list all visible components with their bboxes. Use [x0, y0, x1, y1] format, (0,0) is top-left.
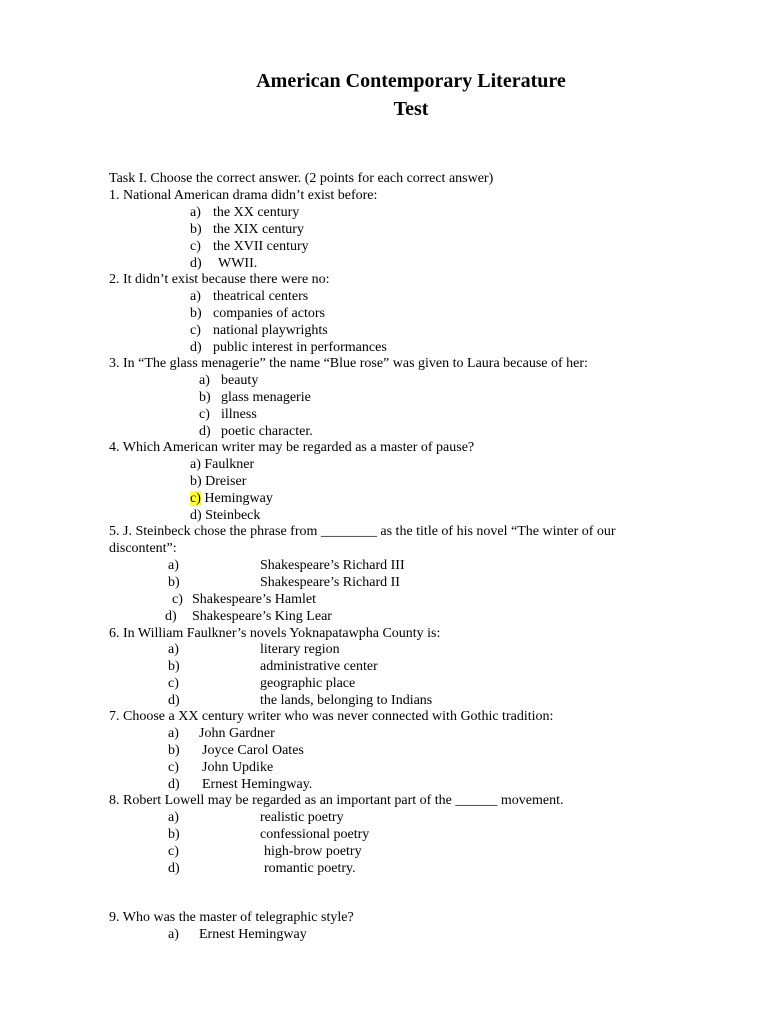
q5-option-d-text: Shakespeare’s King Lear [192, 609, 332, 624]
q6-option-c-text: geographic place [260, 676, 356, 691]
q4-option-c-text: Hemingway [204, 491, 273, 506]
question-5-continued: discontent”: [109, 541, 177, 556]
q6-option-b-letter: b) [168, 659, 180, 674]
question-4: 4. Which American writer may be regarded as a master of pause? [109, 440, 475, 455]
q9-option-a-text: Ernest Hemingway [199, 927, 307, 942]
q4-option-d: d) Steinbeck [190, 508, 261, 523]
q4-option-c-letter-highlighted: c) [190, 491, 201, 506]
q2-option-c-text: national playwrights [213, 323, 328, 338]
q1-option-b-text: the XIX century [213, 222, 304, 237]
doc-subtitle: Test [393, 98, 429, 120]
q7-option-d-text: Ernest Hemingway. [202, 777, 313, 792]
q5-option-a-text: Shakespeare’s Richard III [260, 558, 405, 573]
q3-option-c-text: illness [221, 407, 257, 422]
q6-option-a-text: literary region [260, 642, 340, 657]
question-7: 7. Choose a XX century writer who was never connected with Gothic tradition: [109, 709, 554, 724]
q5-option-c-text: Shakespeare’s Hamlet [192, 592, 317, 607]
question-6: 6. In William Faulkner’s novels Yoknapatawpha County is: [109, 626, 441, 641]
q1-option-a-letter: a) [190, 205, 201, 220]
q4-option-b: b) Dreiser [190, 474, 247, 489]
q3-option-a-text: beauty [221, 373, 259, 388]
q8-option-b-letter: b) [168, 827, 180, 842]
question-5: 5. J. Steinbeck chose the phrase from ________ as the title of his novel “The winter of our [109, 524, 616, 539]
q5-option-a-letter: a) [168, 558, 179, 573]
q8-option-d-letter: d) [168, 861, 180, 876]
q6-option-c-letter: c) [168, 676, 179, 691]
q6-option-a-letter: a) [168, 642, 179, 657]
q2-option-a-text: theatrical centers [213, 289, 309, 304]
q3-option-b-letter: b) [199, 390, 211, 405]
q8-option-a-letter: a) [168, 810, 179, 825]
q5-option-b-text: Shakespeare’s Richard II [260, 575, 400, 590]
question-9: 9. Who was the master of telegraphic style? [109, 910, 354, 925]
q6-option-b-text: administrative center [260, 659, 378, 674]
q7-option-a-letter: a) [168, 726, 179, 741]
doc-title: American Contemporary Literature [256, 70, 566, 92]
q7-option-c-letter: c) [168, 760, 179, 775]
q2-option-d-text: public interest in performances [213, 340, 387, 355]
question-8: 8. Robert Lowell may be regarded as an important part of the ______ movement. [109, 793, 564, 808]
q4-option-c [190, 490, 273, 507]
q1-option-d-letter: d) [190, 256, 202, 271]
q5-option-d-letter: d) [165, 609, 177, 624]
question-1: 1. National American drama didn’t exist before: [109, 188, 378, 203]
q3-option-b-text: glass menagerie [221, 390, 311, 405]
q1-option-d-text: WWII. [218, 256, 258, 271]
q2-option-b-text: companies of actors [213, 306, 325, 321]
q8-option-c-text: high-brow poetry [264, 844, 362, 859]
q8-option-c-letter: c) [168, 844, 179, 859]
question-3: 3. In “The glass menagerie” the name “Blue rose” was given to Laura because of her: [109, 356, 588, 371]
task-instruction: Task I. Choose the correct answer. (2 points for each correct answer) [109, 171, 494, 186]
q5-option-c-letter: c) [172, 592, 183, 607]
q2-option-d-letter: d) [190, 340, 202, 355]
q8-option-d-text: romantic poetry. [264, 861, 356, 876]
q1-option-b-letter: b) [190, 222, 202, 237]
q1-option-c-text: the XVII century [213, 239, 309, 254]
q3-option-c-letter: c) [199, 407, 210, 422]
q8-option-a-text: realistic poetry [260, 810, 344, 825]
q1-option-a-text: the XX century [213, 205, 300, 220]
q2-option-a-letter: a) [190, 289, 201, 304]
q9-option-a-letter: a) [168, 927, 179, 942]
q3-option-a-letter: a) [199, 373, 210, 388]
q3-option-d-letter: d) [199, 424, 211, 439]
question-2: 2. It didn’t exist because there were no: [109, 272, 330, 287]
q5-option-b-letter: b) [168, 575, 180, 590]
q6-option-d-letter: d) [168, 693, 180, 708]
q4-option-a: a) Faulkner [190, 457, 255, 472]
q8-option-b-text: confessional poetry [260, 827, 370, 842]
q2-option-c-letter: c) [190, 323, 201, 338]
q7-option-b-text: Joyce Carol Oates [202, 743, 304, 758]
q7-option-d-letter: d) [168, 777, 180, 792]
q1-option-c-letter: c) [190, 239, 201, 254]
q7-option-b-letter: b) [168, 743, 180, 758]
q7-option-a-text: John Gardner [199, 726, 275, 741]
q6-option-d-text: the lands, belonging to Indians [260, 693, 433, 708]
q7-option-c-text: John Updike [202, 760, 274, 775]
q2-option-b-letter: b) [190, 306, 202, 321]
q3-option-d-text: poetic character. [221, 424, 313, 439]
